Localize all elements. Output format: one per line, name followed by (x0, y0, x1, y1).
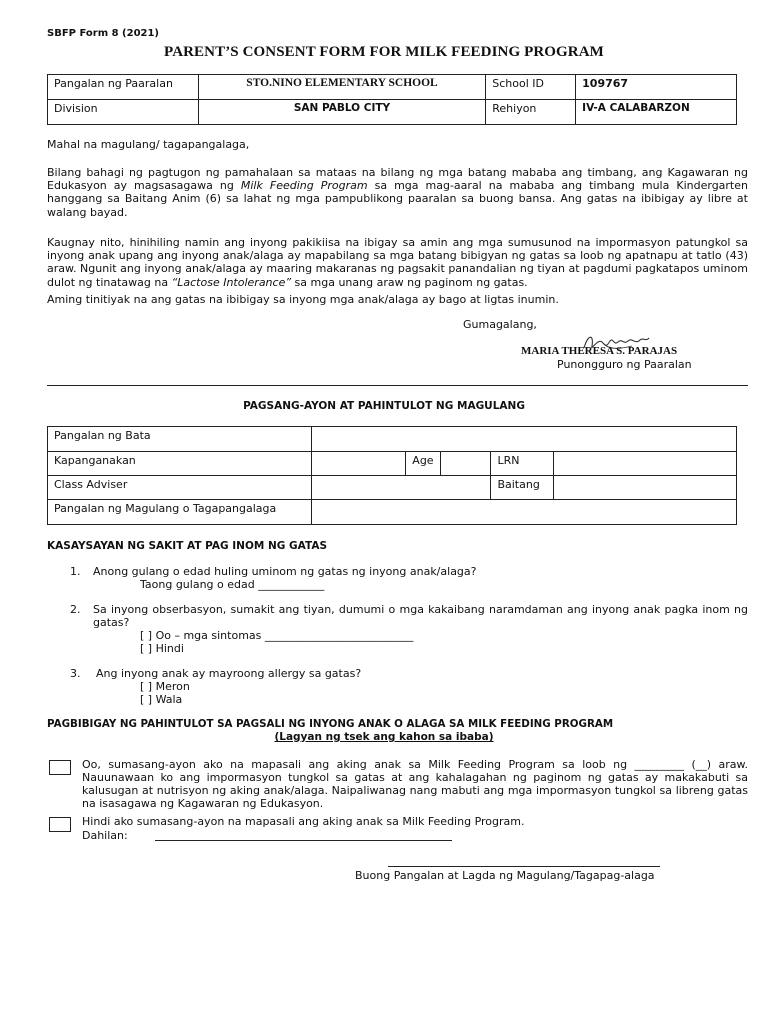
school-name-value: STO.NINO ELEMENTARY SCHOOL (198, 75, 485, 100)
principal-name: MARIA THERESA S. PARAJAS (521, 345, 678, 357)
history-heading: KASAYSAYAN NG SAKIT AT PAG INOM NG GATAS (47, 540, 328, 552)
region-label: Rehiyon (486, 100, 576, 125)
consent-heading: PAGSANG-AYON AT PAHINTULOT NG MAGULANG (243, 400, 525, 412)
paragraph-assurance: Aming tinitiyak na ang gatas na ibibigay sa inyong mga anak/alaga ay bago at ligtas inumin. (47, 293, 559, 306)
q2-option-no[interactable]: [ ] Hindi (140, 642, 184, 655)
lrn-field[interactable] (554, 452, 737, 476)
q2-number: 2. (70, 603, 81, 616)
adviser-label: Class Adviser (48, 476, 312, 500)
q3-text: Ang inyong anak ay mayroong allergy sa gatas? (96, 667, 362, 680)
principal-title: Punongguro ng Paaralan (557, 358, 692, 371)
age-label: Age (406, 452, 440, 476)
reason-line[interactable] (155, 840, 452, 841)
signature-label: Buong Pangalan at Lagda ng Magulang/Tagapag-alaga (355, 869, 655, 882)
child-info-table (47, 426, 737, 525)
para1-emphasis: Milk Feeding Program (240, 179, 368, 193)
form-number: SBFP Form 8 (2021) (47, 28, 160, 39)
q1-text: Anong gulang o edad huling uminom ng gatas ng inyong anak/alaga? (93, 565, 477, 578)
signature-line[interactable] (388, 866, 660, 867)
section-divider (47, 385, 748, 386)
age-field[interactable] (440, 452, 491, 476)
division-label: Division (48, 100, 199, 125)
birth-field[interactable] (311, 452, 406, 476)
school-id-value: 109767 (576, 75, 737, 100)
agree-checkbox[interactable] (49, 760, 71, 775)
child-name-field[interactable] (311, 427, 736, 452)
q1-number: 1. (70, 565, 81, 578)
para2-text-a: Kaugnay nito, hinihiling namin ang inyong pakikiisa na ibigay sa amin ang mga sumusunod na impormasyon patungkol sa inyong anak upang ang inyong anak/alaga ay mapabilang sa mga batang bibigyan ng gatas sa loob ng apatnapu at tatlo (43) araw. Ngunit ang inyong anak/alaga ay maaring makaranas ng pagsakit panandalian ng tiyan at pagdumi pagkatapos uminom dulot ng tinatawag na (47, 236, 748, 289)
permission-heading: PAGBIBIGAY NG PAHINTULOT SA PAGSALI NG INYONG ANAK O ALAGA SA MILK FEEDING PROGRAM (47, 718, 614, 730)
para1-text-b: sa mga mag-aaral na mababa ang timbang mula Kindergarten hanggang sa Baitang Anim (6) sa lahat ng mga pampublikong paaralan sa buong bansa. Ang gatas na ibibigay ay libre at walang bayad. (47, 179, 748, 219)
salutation: Mahal na magulang/ tagapangalaga, (47, 138, 250, 151)
parent-name-field[interactable] (311, 500, 736, 525)
permission-instruction: (Lagyan ng tsek ang kahon sa ibaba) (274, 731, 494, 743)
disagree-text: Hindi ako sumasang-ayon na mapasali ang aking anak sa Milk Feeding Program. (82, 815, 525, 828)
closing: Gumagalang, (463, 318, 537, 331)
q3-option-no[interactable]: [ ] Wala (140, 693, 183, 706)
page-title: PARENT’S CONSENT FORM FOR MILK FEEDING PROGRAM (164, 44, 604, 60)
child-name-label: Pangalan ng Bata (48, 427, 312, 452)
grade-field[interactable] (554, 476, 737, 500)
adviser-field[interactable] (311, 476, 491, 500)
q2-text: Sa inyong obserbasyon, sumakit ang tiyan, dumumi o mga kakaibang naramdaman ang inyong anak pagka inom ng gatas? (93, 603, 748, 629)
grade-label: Baitang (491, 476, 554, 500)
region-value: IV-A CALABARZON (576, 100, 737, 125)
paragraph-intro (47, 166, 748, 219)
school-name-label: Pangalan ng Paaralan (48, 75, 199, 100)
para2-text-b: sa mga unang araw ng paginom ng gatas. (291, 275, 528, 289)
paragraph-request (47, 236, 748, 289)
school-info-table (47, 74, 737, 125)
q3-option-yes[interactable]: [ ] Meron (140, 680, 190, 693)
q1-answer-line[interactable]: Taong gulang o edad ____________ (140, 578, 325, 591)
q2-option-yes[interactable]: [ ] Oo – mga sintomas ___________________________ (140, 629, 414, 642)
reason-label: Dahilan: (82, 829, 128, 842)
para2-emphasis: “Lactose Intolerance” (171, 275, 292, 289)
disagree-checkbox[interactable] (49, 817, 71, 832)
para1-text-a: Bilang bahagi ng pagtugon ng pamahalaan sa mataas na bilang ng mga batang mababa ang timbang, ang Kagawaran ng Edukasyon ay magsasagawa ng (47, 166, 748, 193)
lrn-label: LRN (491, 452, 554, 476)
school-id-label: School ID (486, 75, 576, 100)
birth-label: Kapanganakan (48, 452, 312, 476)
agree-text: Oo, sumasang-ayon ako na mapasali ang aking anak sa Milk Feeding Program sa loob ng _________ (__) araw. Nauunawaan ko ang impormasyon tungkol sa gatas at ang kahalagahan ng paginom ng gatas ay makakabuti sa kalusugan at nutrisyon ng aking anak/alaga. Naipaliwanag nang mabuti ang mga impormasyon tungkol sa libreng gatas na isasagawa ng Kagawaran ng Edukasyon. (82, 758, 748, 810)
division-value: SAN PABLO CITY (198, 100, 485, 125)
q3-number: 3. (70, 667, 81, 680)
parent-name-label: Pangalan ng Magulang o Tagapangalaga (48, 500, 312, 525)
